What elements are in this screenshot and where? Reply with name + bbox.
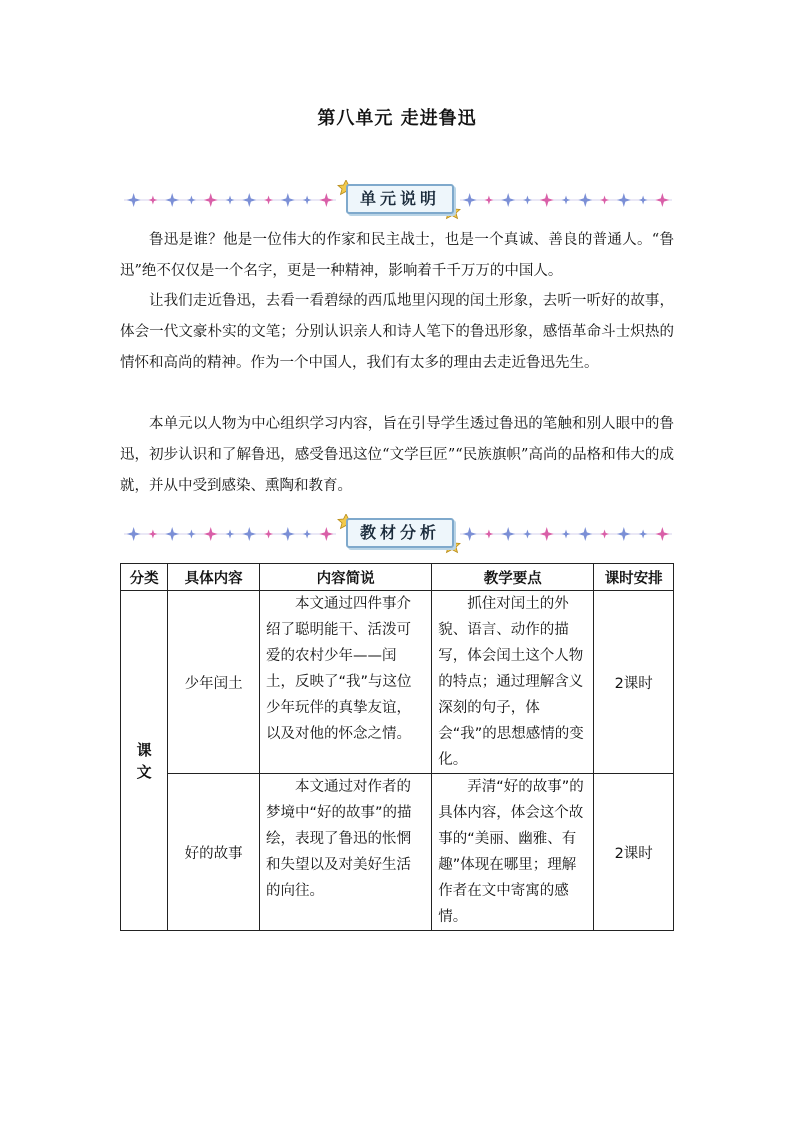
- table-row: [121, 774, 674, 931]
- sparkle-icon: [187, 530, 196, 539]
- sparkle-icon: [617, 193, 631, 207]
- sparkle-icon: [484, 530, 493, 539]
- column-header: 具体内容: [168, 564, 260, 591]
- paragraph: 鲁迅是谁？他是一位伟大的作家和民主战士，也是一个真诚、善良的普通人。“鲁迅”绝不仅仅是一个名字，更是一种精神，影响着千千万万的中国人。: [120, 232, 674, 279]
- column-header: 教学要点: [432, 564, 594, 591]
- summary-cell: [259, 591, 431, 774]
- summary-text: 本文通过四件事介绍了聪明能干、活泼可爱的农村少年——闰土，反映了“我”与这位少年玩伴的真挚友谊，以及对他的怀念之情。: [265, 596, 412, 742]
- column-header: 内容简说: [259, 564, 431, 591]
- points-text: 抓住对闰土的外貌、语言、动作的描写，体会闰土这个人物的特点；通过理解含义深刻的句子，体会“我”的思想感情的变化。: [438, 596, 584, 768]
- sparkle-icon: [264, 530, 273, 539]
- sparkle-icon: [655, 527, 669, 541]
- sparkle-icon: [187, 196, 196, 205]
- sparkle-icon: [578, 527, 592, 541]
- paragraph: 让我们走近鲁迅，去看一看碧绿的西瓜地里闪现的闰土形象，去听一听好的故事，体会一代文豪朴实的文笔；分别认识亲人和诗人笔下的鲁迅形象，感悟革命斗士炽热的情怀和高尚的精神。作为一个中国人，我们有太多的理由去走近鲁迅先生。: [120, 293, 674, 371]
- sparkle-icon: [281, 193, 295, 207]
- sparkle-icon: [639, 530, 648, 539]
- sparkle-icon: [204, 527, 218, 541]
- sparkle-icon: [148, 530, 157, 539]
- sparkle-icon: [242, 527, 256, 541]
- sparkle-icon: [600, 530, 609, 539]
- column-header: 课时安排: [594, 564, 674, 591]
- sparkle-icon: [600, 196, 609, 205]
- sparkle-icon: [463, 527, 477, 541]
- section-banner-material-analysis: [120, 514, 674, 554]
- content-cell: 好的故事: [168, 774, 260, 931]
- sparkle-icon: [281, 527, 295, 541]
- points-text: 弄清“好的故事”的具体内容，体会这个故事的“美丽、幽雅、有趣”体现在哪里；理解作者在文中寄寓的感情。: [438, 779, 584, 925]
- section-label: 教材分析: [346, 518, 454, 548]
- table-header-row: [121, 564, 674, 591]
- summary-text: 本文通过对作者的梦境中“好的故事”的描绘，表现了鲁迅的怅惘和失望以及对美好生活的向往。: [265, 779, 412, 899]
- points-cell: [432, 591, 594, 774]
- hours-cell: 2课时: [594, 591, 674, 774]
- sparkle-icon: [319, 527, 333, 541]
- sparkle-icon: [501, 527, 515, 541]
- sparkle-icon: [204, 193, 218, 207]
- paragraph: 本单元以人物为中心组织学习内容，旨在引导学生透过鲁迅的笔触和别人眼中的鲁迅，初步认识和了解鲁迅，感受鲁迅这位“文学巨匠”“民族旗帜”高尚的品格和伟大的成就，并从中受到感染、熏陶和教育。: [120, 416, 674, 494]
- sparkle-icon: [562, 530, 571, 539]
- sparkle-icon: [319, 193, 333, 207]
- sparkle-icon: [463, 193, 477, 207]
- sparkle-icon: [165, 527, 179, 541]
- analysis-table: [120, 563, 674, 931]
- section-label: 单元说明: [346, 184, 454, 214]
- sparkle-icon: [226, 196, 235, 205]
- sparkle-icon: [639, 196, 648, 205]
- sparkle-icon: [562, 196, 571, 205]
- sparkle-icon: [303, 530, 312, 539]
- section-banner-unit-desc: [120, 180, 674, 220]
- sparkle-icon: [578, 193, 592, 207]
- sparkle-icon: [127, 527, 141, 541]
- sparkle-icon: [127, 193, 141, 207]
- sparkle-icon: [617, 527, 631, 541]
- page-title: 第八单元 走进鲁迅: [317, 108, 477, 129]
- sparkle-icon: [303, 196, 312, 205]
- sparkle-icon: [501, 193, 515, 207]
- sparkle-icon: [655, 193, 669, 207]
- sparkle-icon: [242, 193, 256, 207]
- category-cell: [121, 591, 168, 931]
- sparkle-icon: [148, 196, 157, 205]
- sparkle-icon: [540, 527, 554, 541]
- hours-cell: 2课时: [594, 774, 674, 931]
- content-cell: 少年闰土: [168, 591, 260, 774]
- sparkle-icon: [264, 196, 273, 205]
- sparkle-icon: [540, 193, 554, 207]
- sparkle-icon: [523, 196, 532, 205]
- sparkle-icon: [165, 193, 179, 207]
- points-cell: [432, 774, 594, 931]
- sparkle-icon: [226, 530, 235, 539]
- column-header: 分类: [121, 564, 168, 591]
- sparkle-icon: [484, 196, 493, 205]
- sparkle-icon: [523, 530, 532, 539]
- category-label: 课文: [136, 740, 152, 781]
- summary-cell: [259, 774, 431, 931]
- table-row: [121, 591, 674, 774]
